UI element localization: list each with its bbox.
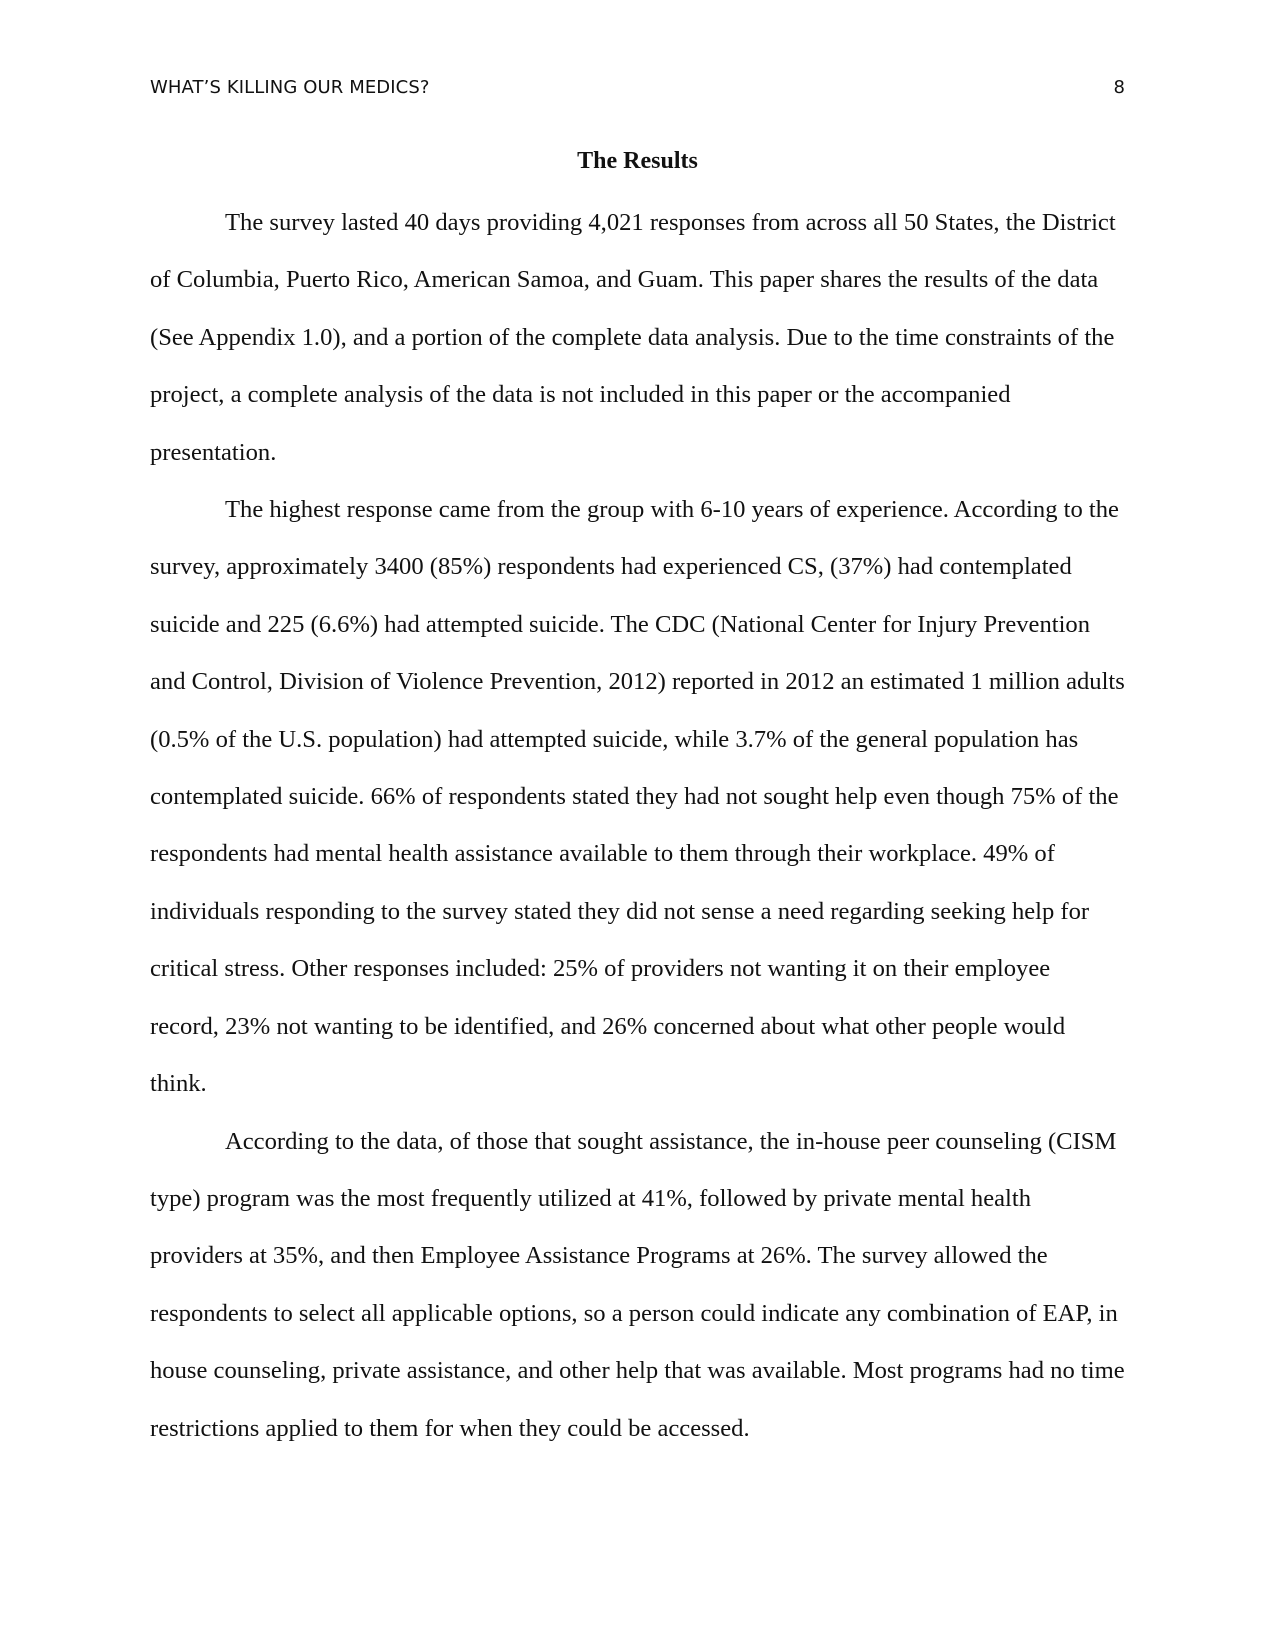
paragraph-assistance-programs: According to the data, of those that sought assistance, the in-house peer counseling (CISM type) program was the most frequently utilized at 41%, followed by private mental health providers at 35%, and then Employee Assistance Programs at 26%. The survey allowed the respondents to select all applicable options, so a person could indicate any combination of EAP, in house counseling, private assistance, and other help that was available. Most programs had no time restrictions applied to them for when they could be accessed.: [150, 1127, 1125, 1442]
page-number: 8: [1113, 77, 1125, 98]
paragraph-response-findings: The highest response came from the group with 6-10 years of experience. According to the survey, approximately 3400 (85%) respondents had experienced CS, (37%) had contemplated suicide and 225 (6.6%) had attempted suicide. The CDC (National Center for Injury Prevention and Control, Division of Violence Prevention, 2012) reported in 2012 an estimated 1 million adults (0.5% of the U.S. population) had attempted suicide, while 3.7% of the general population has contemplated suicide. 66% of respondents stated they had not sought help even though 75% of the respondents had mental health assistance available to them through their workplace. 49% of individuals responding to the survey stated they did not sense a need regarding seeking help for critical stress. Other responses included: 25% of providers not wanting it on their employee record, 23% not wanting to be identified, and 26% concerned about what other people would think.: [150, 496, 1125, 1098]
paragraph-survey-overview: The survey lasted 40 days providing 4,021 responses from across all 50 States, the District of Columbia, Puerto Rico, American Samoa, and Guam. This paper shares the results of the data (See Appendix 1.0), and a portion of the complete data analysis. Due to the time constraints of the project, a complete analysis of the data is not included in this paper or the accompanied presentation.: [150, 209, 1116, 466]
body-text: [150, 194, 1125, 1457]
running-head: WHAT’S KILLING OUR MEDICS?: [150, 77, 430, 98]
section-title: The Results: [577, 148, 698, 174]
